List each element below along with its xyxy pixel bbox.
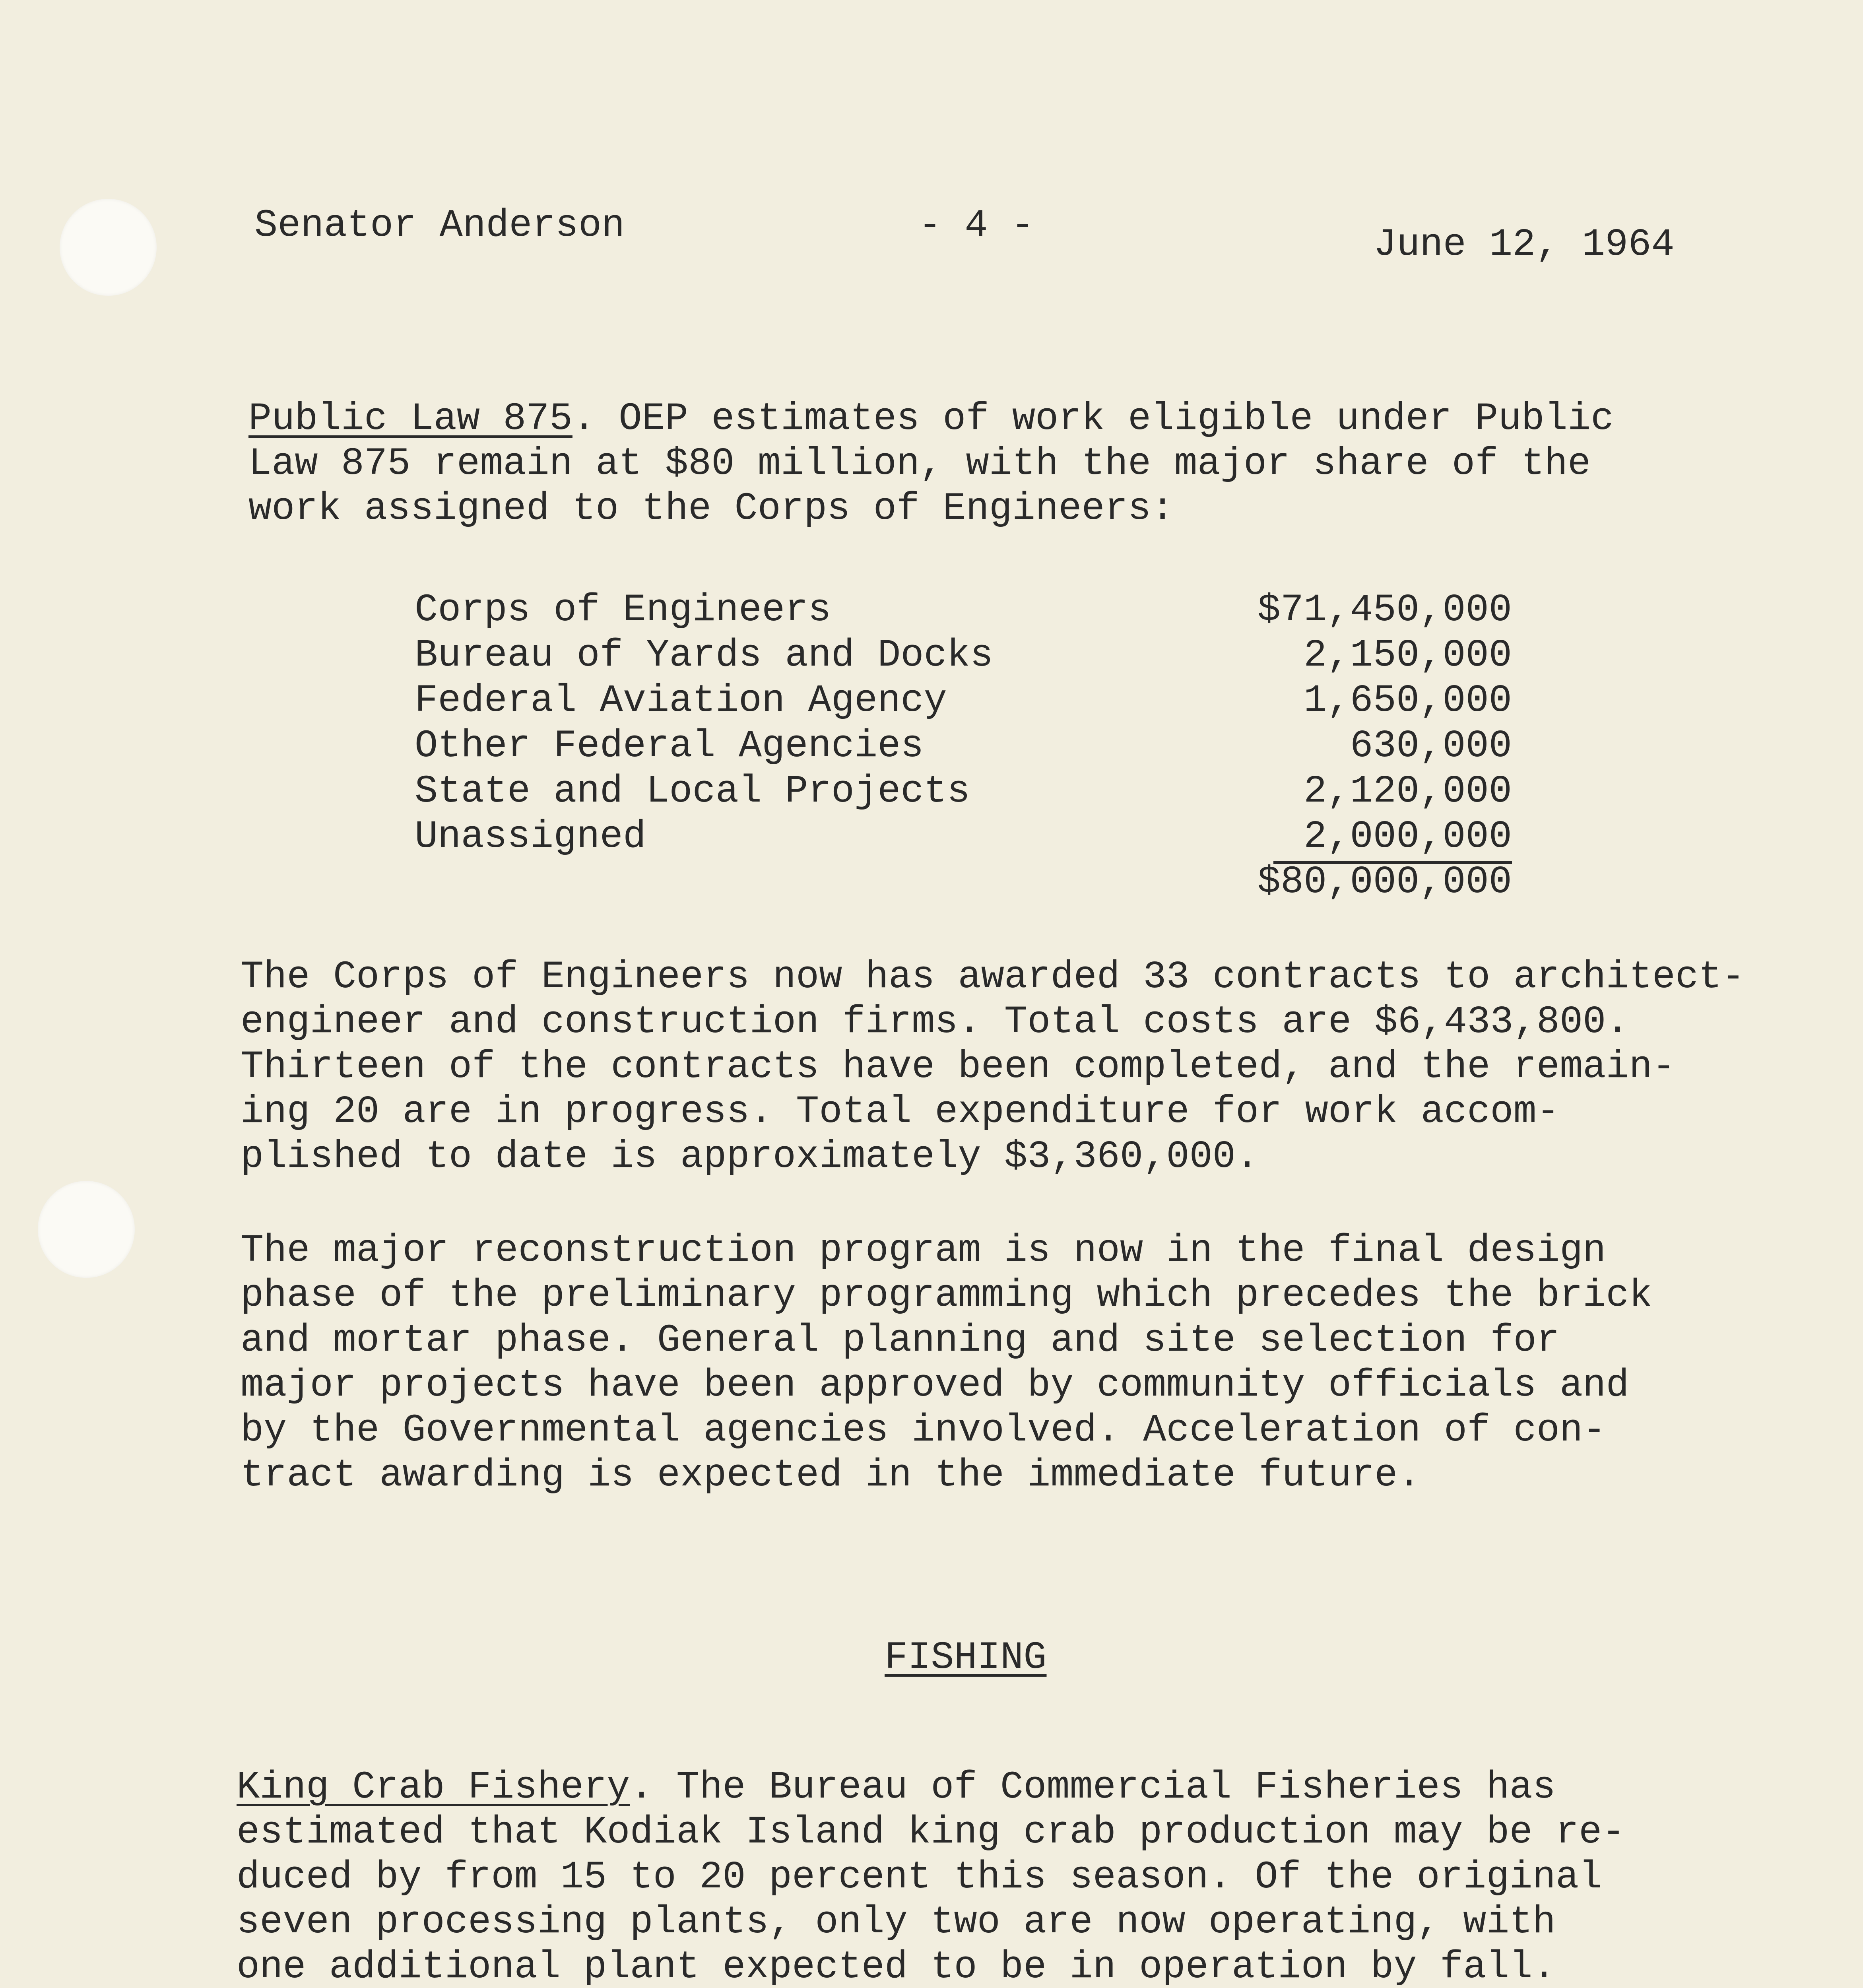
paragraph-line: Thirteen of the contracts have been completed, and the remain- (241, 1045, 1675, 1089)
row-label: Other Federal Agencies (415, 724, 924, 768)
paragraph-line: and mortar phase. General planning and site selection for (241, 1319, 1560, 1363)
header-date: June 12, 1964 (1374, 223, 1675, 267)
public-law-line-1: . OEP estimates of work eligible under Public (572, 397, 1614, 441)
header-page-number: - 4 - (918, 204, 1034, 248)
paragraph-line: seven processing plants, only two are now operating, with (237, 1901, 1556, 1944)
paragraph-line: engineer and construction firms. Total costs are $6,433,800. (241, 1000, 1629, 1044)
row-amount: 2,120,000 (1304, 770, 1512, 813)
paragraph-line: plished to date is approximately $3,360,000. (241, 1135, 1259, 1179)
row-amount: 630,000 (1350, 724, 1512, 768)
king-crab-paragraph (237, 1765, 1827, 1988)
paragraph-line: The Corps of Engineers now has awarded 33 contracts to architect- (241, 955, 1745, 999)
table-row (415, 679, 1512, 724)
reconstruction-paragraph (241, 1229, 1831, 1498)
table-total-row (415, 860, 1512, 906)
table-row (415, 634, 1512, 679)
table-row (415, 588, 1512, 634)
row-amount: 2,150,000 (1304, 634, 1512, 678)
table-row (415, 770, 1512, 815)
paragraph-line: major projects have been approved by community officials and (241, 1364, 1629, 1408)
king-crab-heading: King Crab Fishery (237, 1766, 630, 1809)
table-total: $80,000,000 (1257, 860, 1512, 904)
paragraph-line: phase of the preliminary programming which precedes the brick (241, 1274, 1652, 1318)
table-row (415, 724, 1512, 770)
table-row (415, 815, 1512, 860)
row-label: Corps of Engineers (415, 588, 831, 632)
public-law-line-3: work assigned to the Corps of Engineers: (248, 487, 1174, 531)
paragraph-line: ing 20 are in progress. Total expenditure for work accom- (241, 1090, 1560, 1134)
row-amount: 2,000,000 (1273, 815, 1512, 864)
paragraph-line: estimated that Kodiak Island king crab production may be re- (237, 1811, 1625, 1854)
paragraph-line: by the Governmental agencies involved. Acceleration of con- (241, 1409, 1606, 1452)
fishing-title: FISHING (885, 1636, 1047, 1680)
paragraph-line: tract awarding is expected in the immediate future. (241, 1454, 1421, 1497)
header-recipient: Senator Anderson (254, 204, 625, 248)
paragraph-line: one additional plant expected to be in operation by fall. (237, 1945, 1556, 1988)
public-law-paragraph (248, 397, 1839, 532)
king-crab-line-1: . The Bureau of Commercial Fisheries has (630, 1766, 1556, 1809)
paragraph-line: The major reconstruction program is now in the final design (241, 1229, 1606, 1273)
row-label: Federal Aviation Agency (415, 679, 947, 723)
row-amount: 1,650,000 (1304, 679, 1512, 723)
king-crab-first-line (237, 1765, 1827, 1810)
section-title-fishing (885, 1636, 1046, 1680)
paragraph-line: duced by from 15 to 20 percent this season. Of the original (237, 1856, 1602, 1899)
row-amount: $71,450,000 (1257, 588, 1512, 632)
public-law-heading: Public Law 875 (248, 397, 572, 441)
public-law-line-2: Law 875 remain at $80 million, with the major share of the (248, 442, 1591, 486)
binder-hole-middle (38, 1181, 135, 1278)
binder-hole-top (60, 199, 157, 296)
row-label: Bureau of Yards and Docks (415, 634, 994, 678)
allocation-table (415, 588, 1512, 906)
public-law-first-line (248, 397, 1839, 442)
contracts-paragraph (241, 955, 1831, 1180)
row-label: State and Local Projects (415, 770, 970, 813)
row-label: Unassigned (415, 815, 646, 859)
